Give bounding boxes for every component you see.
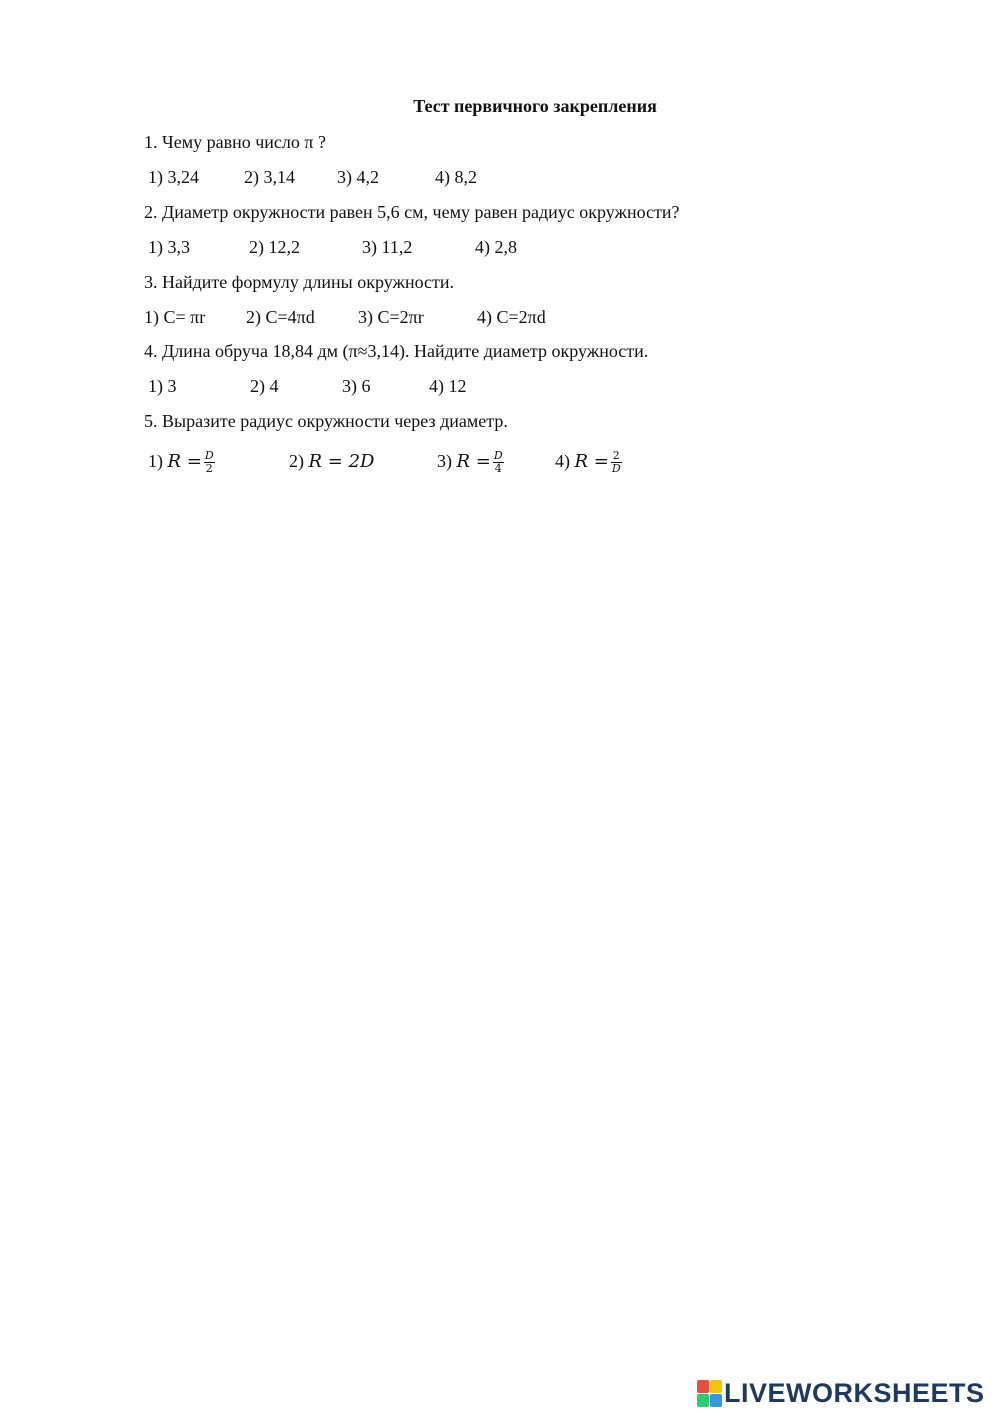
question-3-text: 3. Найдите формулу длины окружности.: [144, 272, 455, 292]
q5-option-3-label: 3): [437, 451, 457, 471]
q3-option-2[interactable]: 2) C=4πd: [246, 307, 315, 327]
logo-square-yellow: [710, 1380, 722, 1393]
q1-option-4[interactable]: 4) 8,2: [435, 167, 477, 187]
q1-option-2[interactable]: 2) 3,14: [244, 167, 295, 187]
logo-square-red: [697, 1380, 709, 1393]
q5-option-3-lhs: R =: [456, 451, 491, 472]
q5-option-4[interactable]: [555, 444, 622, 479]
logo-square-green: [697, 1394, 709, 1407]
question-1-options: [0, 166, 1000, 188]
q5-option-2-formula: R = 2D: [308, 451, 375, 472]
q5-option-1-denominator: 2: [205, 462, 213, 476]
q4-option-1[interactable]: 1) 3: [148, 376, 177, 396]
q5-option-4-denominator: D: [611, 462, 621, 476]
q5-option-3-numerator: D: [493, 449, 503, 463]
q5-option-1-fraction: [204, 450, 215, 475]
q1-option-1[interactable]: 1) 3,24: [148, 167, 199, 187]
q5-option-3-fraction: [493, 450, 504, 475]
q2-option-2[interactable]: 2) 12,2: [249, 237, 300, 257]
q4-option-3[interactable]: 3) 6: [342, 376, 371, 396]
q3-option-1[interactable]: 1) C= πr: [144, 307, 206, 327]
q2-option-4[interactable]: 4) 2,8: [475, 237, 517, 257]
q5-option-4-label: 4): [555, 451, 575, 471]
q4-option-4[interactable]: 4) 12: [429, 376, 467, 396]
q5-option-2-label: 2): [289, 451, 309, 471]
question-5-options: [0, 444, 1000, 478]
question-2-options: [0, 236, 1000, 258]
question-3-options: [0, 306, 1000, 328]
q3-option-3[interactable]: 3) C=2πr: [358, 307, 424, 327]
q5-option-1-label: 1): [148, 451, 168, 471]
question-4-options: [0, 375, 1000, 397]
q3-option-4[interactable]: 4) C=2πd: [477, 307, 546, 327]
q5-option-3[interactable]: [437, 444, 504, 479]
q1-option-3[interactable]: 3) 4,2: [337, 167, 379, 187]
page-title: Тест первичного закрепления: [413, 96, 657, 116]
q5-option-2[interactable]: [289, 444, 374, 479]
liveworksheets-logo-text: LIVEWORKSHEETS: [724, 1377, 985, 1408]
question-4-text: 4. Длина обруча 18,84 дм (π≈3,14). Найдите диаметр окружности.: [144, 341, 649, 361]
q2-option-1[interactable]: 1) 3,3: [148, 237, 190, 257]
q4-option-2[interactable]: 2) 4: [250, 376, 279, 396]
q5-option-4-numerator: 2: [612, 449, 620, 463]
question-1-text: 1. Чему равно число π ?: [144, 132, 326, 152]
q5-option-1-lhs: R =: [167, 451, 202, 472]
question-5-text: 5. Выразите радиус окружности через диаметр.: [144, 411, 508, 431]
liveworksheets-logo-icon: [697, 1380, 721, 1406]
q2-option-3[interactable]: 3) 11,2: [362, 237, 413, 257]
q5-option-1[interactable]: [148, 444, 215, 479]
q5-option-4-lhs: R =: [574, 451, 609, 472]
liveworksheets-logo: [697, 1378, 985, 1408]
question-2-text: 2. Диаметр окружности равен 5,6 см, чему равен радиус окружности?: [144, 202, 680, 222]
q5-option-3-denominator: 4: [494, 462, 502, 476]
logo-square-blue: [710, 1394, 722, 1407]
q5-option-1-numerator: D: [204, 449, 214, 463]
q5-option-4-fraction: [611, 450, 622, 475]
